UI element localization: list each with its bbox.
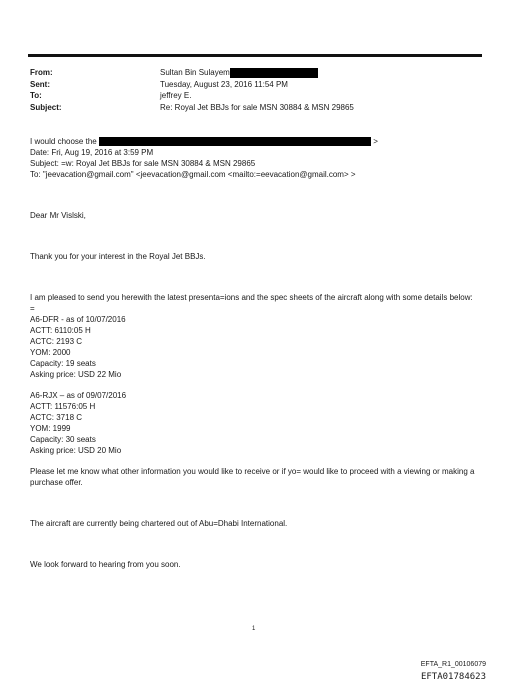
detail-line: ACTC: 2193 C <box>30 337 83 346</box>
sent-value: Tuesday, August 23, 2016 11:54 PM <box>160 79 288 89</box>
detail-line: YOM: 2000 <box>30 348 71 357</box>
detail-line: Capacity: 30 seats <box>30 435 96 444</box>
quoted-header <box>30 136 482 180</box>
bates-number-large: EFTA01784623 <box>420 672 486 682</box>
greeting: Dear Mr Vislski, <box>30 211 86 220</box>
equals-line: = <box>30 304 35 313</box>
aircraft-2-details <box>30 390 482 456</box>
quoted-date: Date: Fri, Aug 19, 2016 at 3:59 PM <box>30 148 154 157</box>
detail-line: ACTT: 6110:05 H <box>30 326 91 335</box>
detail-line: Capacity: 19 seats <box>30 359 96 368</box>
bates-number-small: EFTA_R1_00106079 <box>420 661 486 668</box>
to-row <box>30 90 354 102</box>
detail-line: Asking price: USD 22 Mio <box>30 370 122 379</box>
quoted-line1: I would choose the > <box>30 137 378 146</box>
sent-row <box>30 79 354 91</box>
subject-row <box>30 102 354 114</box>
intro-paragraph: I am pleased to send you herewith the latest presenta=ions and the spec sheets of the aircraft along with some details below: <box>30 293 473 302</box>
subject-value: Re: Royal Jet BBJs for sale MSN 30884 & MSN 29865 <box>160 102 354 112</box>
detail-line: ACTC: 3718 C <box>30 413 83 422</box>
aircraft-1-details <box>30 314 482 380</box>
redaction-bar <box>230 68 318 78</box>
chartered-paragraph: The aircraft are currently being chartered out of Abu=Dhabi International. <box>30 519 288 528</box>
from-value: Sultan Bin Sulayem <box>160 67 318 79</box>
quoted-to: To: "jeevacation@gmail.com" <jeevacation@gmail.com <mailto:=eevacation@gmail.com> > <box>30 170 356 179</box>
detail-line: A6-DFR - as of 10/07/2016 <box>30 315 126 324</box>
email-body <box>30 136 482 570</box>
redaction-bar <box>99 137 371 146</box>
subject-label: Subject: <box>30 102 62 112</box>
from-row <box>30 67 354 79</box>
email-header <box>30 67 354 113</box>
sent-label: Sent: <box>30 79 50 89</box>
detail-line: Asking price: USD 20 Mio <box>30 446 122 455</box>
page-number: 1 <box>252 626 256 632</box>
detail-line: A6-RJX – as of 09/07/2016 <box>30 391 127 400</box>
quoted-subject: Subject: =w: Royal Jet BBJs for sale MSN 30884 & MSN 29865 <box>30 159 256 168</box>
to-value: jeffrey E. <box>160 91 192 100</box>
to-label: To: <box>30 91 42 100</box>
thanks-paragraph: Thank you for your interest in the Royal Jet BBJs. <box>30 252 206 261</box>
detail-line: YOM: 1999 <box>30 424 71 433</box>
closing-paragraph: We look forward to hearing from you soon. <box>30 560 181 569</box>
detail-line: ACTT: 11576:05 H <box>30 402 96 411</box>
header-rule <box>28 54 482 57</box>
let-know-paragraph: Please let me know what other information you would like to receive or if yo= would like to proceed with a viewing or making a purchase offer. <box>30 467 475 487</box>
from-label: From: <box>30 68 53 77</box>
